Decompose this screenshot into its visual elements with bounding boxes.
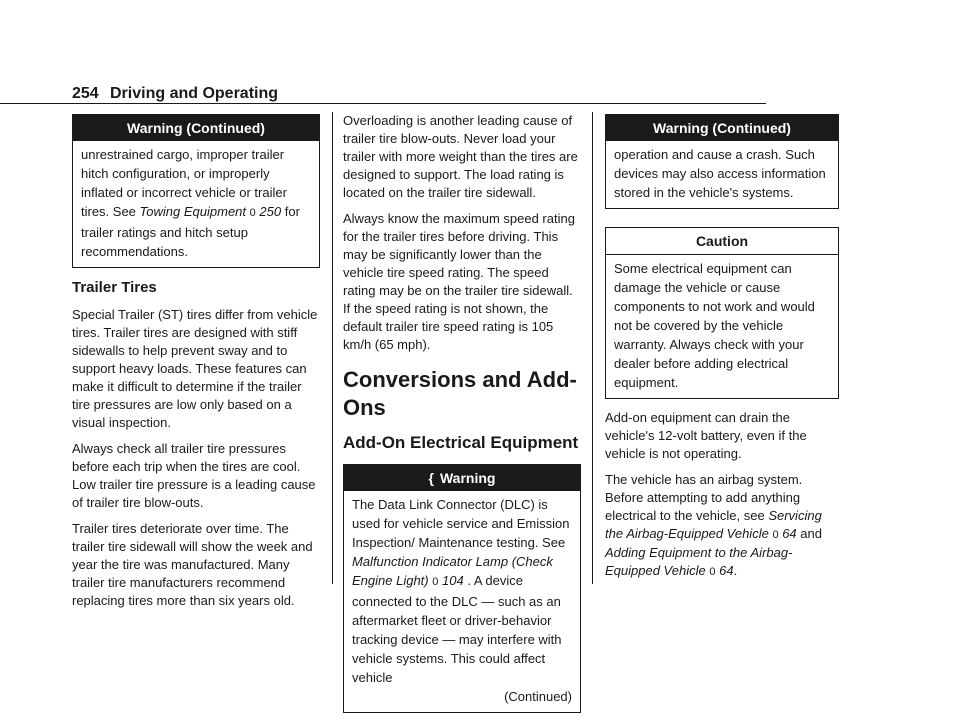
adding-equipment-link[interactable]: Adding Equipment to the Airbag-Equipped Vehicle bbox=[605, 545, 793, 578]
adding-equipment-page-ref[interactable]: 64 bbox=[719, 563, 734, 578]
servicing-airbag-page-ref[interactable]: 64 bbox=[782, 526, 797, 541]
servicing-airbag-link[interactable]: Servicing the Airbag-Equipped Vehicle bbox=[605, 508, 822, 541]
warning-text-end: for trailer ratings and hitch setup recommendations. bbox=[81, 204, 300, 259]
towing-equipment-page-ref[interactable]: 250 bbox=[259, 204, 282, 219]
page-ref-arrow-icon: 0 bbox=[709, 566, 716, 578]
towing-equipment-link[interactable]: Towing Equipment bbox=[139, 204, 247, 219]
warning-box bbox=[343, 464, 581, 713]
column-1 bbox=[72, 114, 320, 618]
warning-box-body: operation and cause a crash. Such devices may also access information stored in the vehicle's systems. bbox=[614, 147, 826, 200]
warning-box-body bbox=[73, 141, 319, 267]
page-ref-arrow-icon: 0 bbox=[432, 576, 439, 588]
warning-continued-box bbox=[72, 114, 320, 268]
add-on-electrical-heading: Add-On Electrical Equipment bbox=[343, 433, 579, 452]
page-ref-arrow-icon: 0 bbox=[249, 207, 256, 219]
paragraph: Overloading is another leading cause of trailer tire blow-outs. Never load your trailer with more weight than the tires are designed to support. The load rating is located on the trailer tire sidewall. bbox=[343, 113, 578, 200]
warning-title: Warning bbox=[439, 470, 496, 486]
paragraph: Add-on equipment can drain the vehicle's 12-volt battery, even if the vehicle is not operating. bbox=[605, 410, 807, 461]
caution-box-title: Caution bbox=[606, 228, 838, 255]
paragraph: Trailer tires deteriorate over time. The trailer tire sidewall will show the week and year the tire was manufactured. Many trailer tire manufacturers recommend replacing tires more than six years old. bbox=[72, 521, 313, 608]
conversions-heading: Conversions and Add-Ons bbox=[343, 367, 577, 420]
page-number: 254 bbox=[72, 85, 99, 102]
continued-label: (Continued) bbox=[504, 689, 572, 704]
column-divider-2 bbox=[592, 112, 593, 584]
header-divider bbox=[0, 103, 766, 104]
warning-text-end: . A device connected to the DLC — such as an aftermarket fleet or driver-behavior tracking device — may interfere with vehicle systems. This could affect vehicle bbox=[352, 573, 562, 685]
section-title: Driving and Operating bbox=[110, 85, 279, 102]
caution-box bbox=[605, 227, 839, 399]
warning-box-title bbox=[344, 465, 580, 491]
period: . bbox=[733, 563, 738, 578]
malfunction-lamp-link[interactable]: Malfunction Indicator Lamp (Check Engine Light) bbox=[352, 554, 553, 588]
warning-box-title: Warning (Continued) bbox=[606, 115, 838, 141]
trailer-tires-heading: Trailer Tires bbox=[72, 279, 157, 296]
warning-text: unrestrained cargo, improper trailer hitch configuration, or improperly inflated or incorrect vehicle or trailer tires. See bbox=[81, 147, 287, 219]
page-header bbox=[72, 84, 838, 108]
paragraph: Special Trailer (ST) tires differ from vehicle tires. Trailer tires are designed with stiff sidewalls to help prevent sway and to support heavy loads. These features can make it difficult to determine if the trailer tire pressures are low only based on a visual inspection. bbox=[72, 307, 318, 430]
warning-continued-box bbox=[605, 114, 839, 209]
warning-triangle-icon: { bbox=[428, 470, 434, 486]
paragraph-text: The vehicle has an airbag system. Before attempting to add anything electrical to the vehicle, see bbox=[605, 472, 803, 523]
malfunction-lamp-page-ref[interactable]: 104 bbox=[442, 573, 464, 588]
paragraph bbox=[605, 471, 839, 581]
column-3 bbox=[605, 114, 839, 589]
warning-text: The Data Link Connector (DLC) is used for vehicle service and Emission Inspection/ Maintenance testing. See bbox=[352, 497, 570, 550]
caution-box-body: Some electrical equipment can damage the vehicle or cause components to not work and would not be covered by the vehicle warranty. Always check with your dealer before adding electrical equipment. bbox=[614, 261, 815, 390]
page-ref-arrow-icon: 0 bbox=[772, 529, 779, 541]
warning-box-body bbox=[344, 491, 580, 712]
and-text: and bbox=[800, 526, 822, 541]
warning-box-title: Warning (Continued) bbox=[73, 115, 319, 141]
column-2 bbox=[343, 112, 581, 723]
paragraph: Always check all trailer tire pressures before each trip when the tires are cool. Low trailer tire pressure is a leading cause of trailer tire blow-outs. bbox=[72, 441, 316, 510]
paragraph: Always know the maximum speed rating for the trailer tires before driving. This may be significantly lower than the vehicle tire speed rating. The speed rating may be on the trailer tire sidewall. If the speed rating is not shown, the default trailer tire speed rating is 105 km/h (65 mph). bbox=[343, 211, 575, 352]
column-divider-1 bbox=[332, 112, 333, 584]
